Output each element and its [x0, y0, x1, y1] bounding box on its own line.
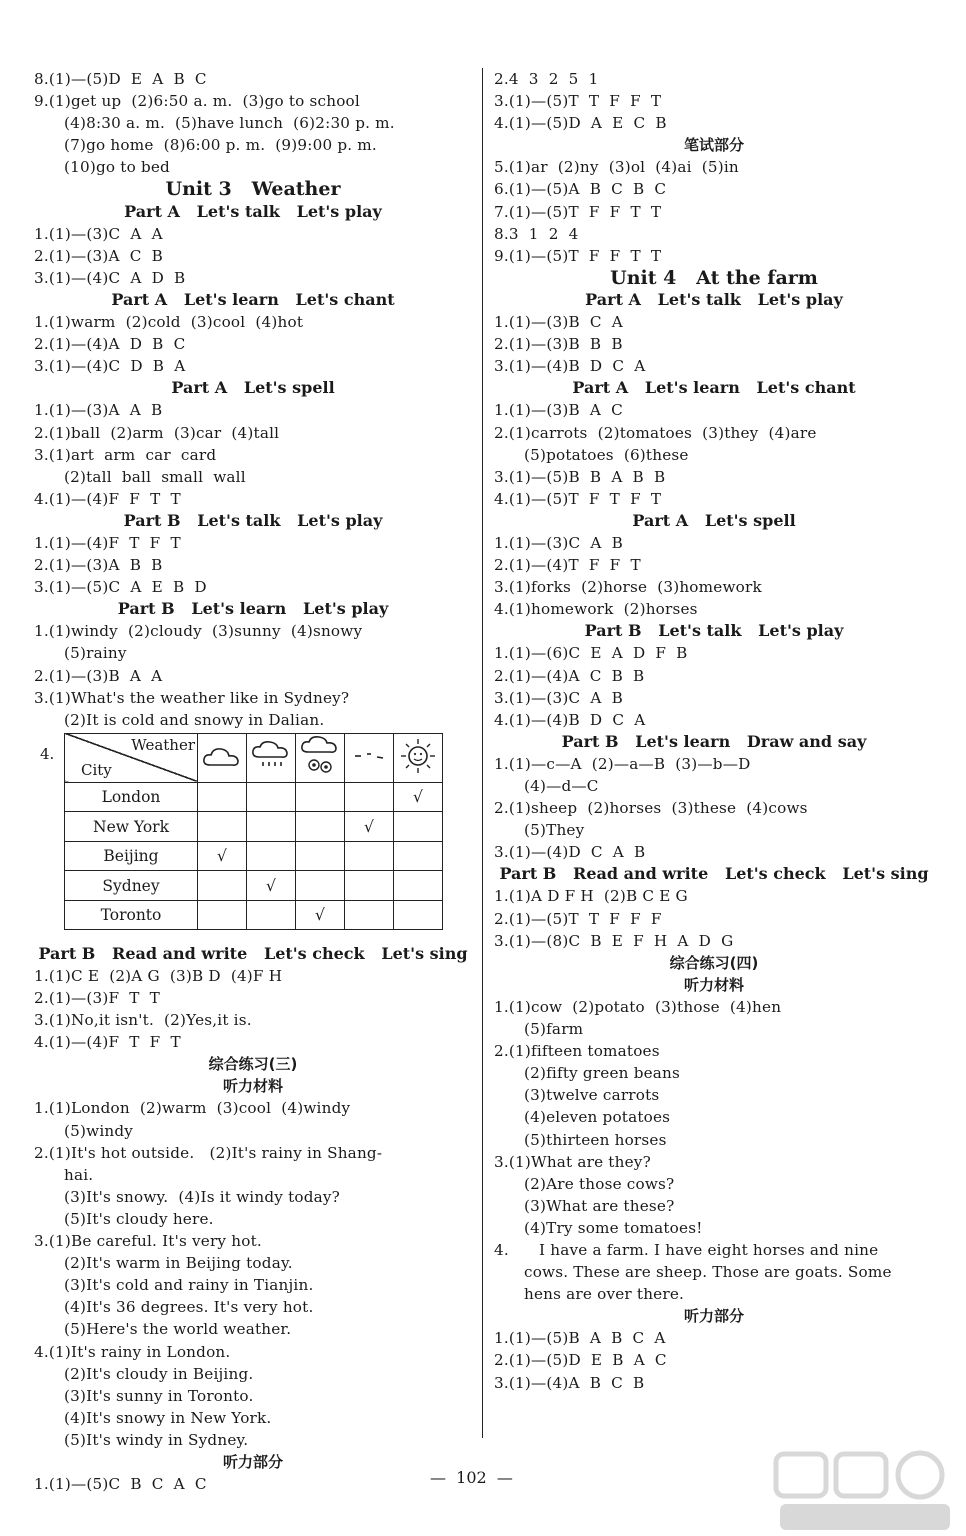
answer-line: 2.4 3 2 5 1: [494, 70, 599, 88]
answer-line: 1.(1)cow (2)potato (3)those (4)hen: [494, 997, 782, 1016]
answer-line: (2)fifty green beans: [524, 1064, 681, 1083]
table-row: [65, 812, 443, 842]
answer-line: (4)eleven potatoes: [524, 1108, 671, 1127]
city-cell: Beijing: [65, 841, 198, 871]
empty-cell: [345, 782, 394, 812]
empty-cell: [247, 782, 296, 812]
section-heading: 听力材料: [222, 1077, 283, 1096]
empty-cell: [345, 841, 394, 871]
answer-line: (5)windy: [64, 1121, 134, 1140]
rainy-icon: [247, 733, 296, 782]
answer-line: (5)farm: [524, 1020, 584, 1039]
table-question-number: 4.: [40, 744, 55, 763]
answer-line: (2)Are those cows?: [524, 1174, 675, 1193]
weather-table-section: [34, 731, 472, 943]
table-row: [65, 782, 443, 812]
section-heading: 听力部分: [683, 1307, 744, 1326]
unit-title: Unit 3 Weather: [165, 178, 341, 201]
answer-line: 4.(1)—(4)F F T T: [34, 489, 181, 508]
answer-line: 5.(1)ar (2)ny (3)ol (4)ai (5)in: [494, 158, 739, 177]
answer-line: 7.(1)—(5)T F F T T: [494, 202, 662, 221]
left-block-top: [34, 68, 472, 731]
check-mark-cell: √: [247, 871, 296, 901]
answer-line: 2.(1)sheep (2)horses (3)these (4)cows: [494, 799, 808, 818]
answer-line: (4)It's 36 degrees. It's very hot.: [64, 1298, 314, 1317]
city-cell: Toronto: [65, 900, 198, 930]
answer-line: 4.(1)It's rainy in London.: [34, 1342, 231, 1361]
empty-cell: [345, 900, 394, 930]
answer-line: 2.(1)—(3)A C B: [34, 246, 163, 265]
answer-line: 2.(1)—(4)T F F T: [494, 556, 641, 575]
empty-cell: [394, 812, 443, 842]
left-column: [34, 68, 472, 1495]
answer-line: 4.(1)—(4)F T F T: [34, 1033, 181, 1052]
left-block-bottom: [34, 943, 472, 1495]
answer-line: 8.3 1 2 4: [494, 224, 579, 243]
answer-line: (3)twelve carrots: [524, 1086, 660, 1105]
section-heading: 听力材料: [683, 975, 744, 994]
answer-line: cows. These are sheep. Those are goats. Some: [524, 1263, 892, 1282]
answer-line: 3.(1)—(4)D C A B: [494, 843, 646, 862]
answer-line: 2.(1)ball (2)arm (3)car (4)tall: [34, 423, 280, 442]
answer-line: (7)go home (8)6:00 p. m. (9)9:00 p. m.: [64, 136, 377, 155]
section-heading: 综合练习(四): [669, 953, 759, 972]
answer-line: 1.(1)—(6)C E A D F B: [494, 644, 688, 663]
section-heading: Part B Let's learn Draw and say: [561, 731, 867, 751]
empty-cell: [296, 871, 345, 901]
answer-line: 2.(1)—(5)T T F F F: [494, 909, 662, 928]
empty-cell: [198, 812, 247, 842]
answer-line: 2.(1)It's hot outside. (2)It's rainy in Shang-: [34, 1143, 383, 1162]
answer-line: 1.(1)A D F H (2)B C E G: [494, 887, 688, 906]
answer-line: 2.(1)—(3)F T T: [34, 989, 161, 1007]
answer-line: 8.(1)—(5)D E A B C: [34, 70, 207, 88]
section-heading: Part A Let's talk Let's play: [124, 201, 382, 221]
page-number: — 102 —: [430, 1468, 513, 1487]
answer-line: 1.(1)warm (2)cold (3)cool (4)hot: [34, 313, 304, 332]
empty-cell: [394, 900, 443, 930]
answer-line: (5)They: [524, 821, 585, 840]
answer-line: (3)It's cold and rainy in Tianjin.: [64, 1276, 314, 1295]
answer-line: (5)rainy: [64, 644, 127, 663]
answer-line: 6.(1)—(5)A B C B C: [494, 180, 667, 199]
section-heading: 听力部分: [222, 1452, 283, 1471]
answer-line: (5)Here's the world weather.: [64, 1320, 292, 1339]
check-mark-cell: √: [198, 841, 247, 871]
unit-title: Unit 4 At the farm: [610, 266, 818, 289]
cloudy-icon: [198, 733, 247, 782]
answer-line: (5)It's windy in Sydney.: [64, 1430, 249, 1449]
check-mark-cell: √: [345, 812, 394, 842]
check-mark-cell: √: [394, 782, 443, 812]
answer-line: 3.(1)—(5)T T F F T: [494, 92, 662, 111]
answer-line: 3.(1)—(4)A B C B: [494, 1373, 645, 1392]
section-heading: 笔试部分: [683, 136, 744, 155]
answer-line: (4)—d—C: [524, 777, 599, 795]
answer-line: 1.(1)—(3)B A C: [494, 401, 623, 420]
answer-line: 1.(1)C E (2)A G (3)B D (4)F H: [34, 966, 283, 985]
answer-line: (5)thirteen horses: [524, 1130, 667, 1149]
answer-line: hai.: [64, 1165, 94, 1184]
section-heading: Part A Let's learn Let's chant: [111, 289, 395, 309]
section-heading: Part B Read and write Let's check Let's sing: [38, 943, 468, 963]
section-heading: Part A Let's learn Let's chant: [572, 378, 856, 398]
answer-line: 3.(1)What are they?: [494, 1152, 651, 1171]
answer-line: 2.(1)—(4)A C B B: [494, 666, 645, 685]
answer-line: (3)It's snowy. (4)Is it windy today?: [64, 1187, 341, 1206]
answer-line: 2.(1)carrots (2)tomatoes (3)they (4)are: [494, 423, 817, 442]
table-header-row: [65, 733, 443, 782]
answer-line: 3.(1)art arm car card: [34, 445, 217, 464]
answer-line: 3.(1)—(4)C A D B: [34, 268, 186, 287]
header-city-label: City: [81, 760, 112, 779]
check-mark-cell: √: [296, 900, 345, 930]
answer-line: 3.(1)—(8)C B E F H A D G: [494, 931, 734, 950]
answer-line: (4)Try some tomatoes!: [524, 1218, 703, 1237]
city-cell: Sydney: [65, 871, 198, 901]
answer-line: 3.(1)forks (2)horse (3)homework: [494, 578, 762, 597]
section-heading: Part B Let's talk Let's play: [584, 621, 844, 641]
answer-line: 3.(1)What's the weather like in Sydney?: [34, 688, 350, 707]
section-heading: Part A Let's spell: [632, 510, 796, 530]
empty-cell: [247, 900, 296, 930]
answer-line: 1.(1)—(3)B C A: [494, 313, 623, 332]
section-heading: 综合练习(三): [208, 1055, 298, 1074]
answer-line: 1.(1)—(5)C B C A C: [34, 1475, 207, 1494]
answer-line: 1.(1)—c—A (2)—a—B (3)—b—D: [494, 754, 751, 773]
answer-line: (5)potatoes (6)these: [524, 445, 689, 464]
empty-cell: [296, 812, 345, 842]
city-cell: London: [65, 782, 198, 812]
answer-line: 1.(1)—(4)F T F T: [34, 533, 181, 552]
sunny-icon: [394, 733, 443, 782]
answer-line: 2.(1)—(3)B B B: [494, 335, 623, 354]
windy-icon: [345, 733, 394, 782]
section-heading: Part B Let's talk Let's play: [123, 510, 383, 530]
answer-line: (2)It's cloudy in Beijing.: [64, 1364, 254, 1383]
section-heading: Part A Let's spell: [171, 378, 335, 398]
answer-line: 1.(1)London (2)warm (3)cool (4)windy: [34, 1099, 351, 1118]
answer-line: 1.(1)—(5)B A B C A: [494, 1329, 666, 1348]
empty-cell: [198, 871, 247, 901]
section-heading: Part A Let's talk Let's play: [585, 289, 843, 309]
answer-line: (4)8:30 a. m. (5)have lunch (6)2:30 p. m.: [64, 114, 395, 133]
answer-line: 2.(1)—(5)D E B A C: [494, 1351, 667, 1370]
answer-line: (2)It is cold and snowy in Dalian.: [64, 710, 325, 729]
answer-line: 3.(1)Be careful. It's very hot.: [34, 1232, 262, 1251]
answer-line: 9.(1)get up (2)6:50 a. m. (3)go to school: [34, 92, 360, 111]
empty-cell: [198, 900, 247, 930]
answer-line: (3)What are these?: [524, 1196, 675, 1215]
answer-line: 9.(1)—(5)T F F T T: [494, 246, 662, 265]
snowy-icon: [296, 733, 345, 782]
answer-line: (2)It's warm in Beijing today.: [64, 1254, 293, 1273]
answer-line: 2.(1)fifteen tomatoes: [494, 1042, 660, 1061]
answer-line: 1.(1)—(3)A A B: [34, 401, 163, 420]
answer-line: (3)It's sunny in Toronto.: [64, 1386, 254, 1405]
answer-line: 4.(1)homework (2)horses: [494, 600, 698, 619]
answer-line: 3.(1)—(4)C D B A: [34, 357, 186, 376]
empty-cell: [247, 812, 296, 842]
answer-line: hens are over there.: [524, 1285, 685, 1304]
table-row: [65, 900, 443, 930]
answer-line: 1.(1)—(3)C A A: [34, 224, 163, 243]
answer-line: 4.(1)—(4)B D C A: [494, 710, 646, 729]
answer-line: 3.(1)—(4)B D C A: [494, 357, 646, 376]
answer-line: (2)tall ball small wall: [64, 467, 246, 486]
answer-line: 2.(1)—(3)B A A: [34, 666, 163, 685]
empty-cell: [345, 871, 394, 901]
answer-line: 4. I have a farm. I have eight horses and nine: [494, 1240, 879, 1259]
watermark-logo: [770, 1450, 960, 1534]
empty-cell: [394, 841, 443, 871]
answer-line: 4.(1)—(5)T F T F T: [494, 489, 662, 508]
answer-line: 3.(1)—(3)C A B: [494, 688, 623, 707]
answer-line: 1.(1)windy (2)cloudy (3)sunny (4)snowy: [34, 622, 363, 641]
empty-cell: [198, 782, 247, 812]
answer-line: 3.(1)No,it isn't. (2)Yes,it is.: [34, 1011, 252, 1030]
diagonal-header-cell: [65, 733, 198, 782]
header-weather-label: Weather: [131, 735, 195, 754]
section-heading: Part B Let's learn Let's play: [117, 599, 389, 619]
section-heading: Part B Read and write Let's check Let's sing: [499, 864, 929, 884]
weather-table: [64, 733, 443, 931]
column-divider: [482, 68, 483, 1438]
empty-cell: [296, 782, 345, 812]
empty-cell: [394, 871, 443, 901]
answer-line: (4)It's snowy in New York.: [64, 1408, 272, 1427]
empty-cell: [296, 841, 345, 871]
answer-line: 3.(1)—(5)B B A B B: [494, 467, 666, 486]
answer-line: 2.(1)—(4)A D B C: [34, 335, 186, 354]
empty-cell: [247, 841, 296, 871]
table-row: [65, 841, 443, 871]
answer-line: (10)go to bed: [64, 158, 170, 177]
answer-line: (5)It's cloudy here.: [64, 1209, 214, 1228]
answer-line: 3.(1)—(5)C A E B D: [34, 578, 207, 597]
right-column: [494, 68, 934, 1394]
answer-line: 4.(1)—(5)D A E C B: [494, 114, 667, 133]
answer-line: 1.(1)—(3)C A B: [494, 533, 623, 552]
table-row: [65, 871, 443, 901]
city-cell: New York: [65, 812, 198, 842]
answer-line: 2.(1)—(3)A B B: [34, 556, 163, 575]
